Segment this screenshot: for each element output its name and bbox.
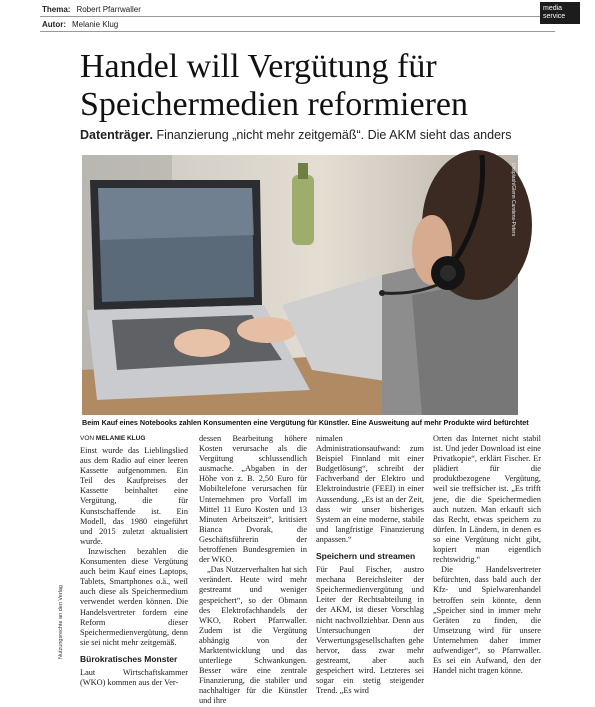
- article-column-4: [433, 434, 541, 676]
- article-column-3: [316, 434, 424, 696]
- article-column-1: [80, 434, 188, 688]
- body-paragraph: Orten das Internet nicht stabil ist. Und jeder Download ist eine Privatkopie“, erklärt Fischer. Er plädiert für die produktbezogene Vergütung, weil sie treffsicher ist. „Es trifft jene, die die Speichermedien auch nutzen. Man erkauft sich das Recht, etwas speichern zu dürfen. In Ländern, in denen es so eine Vergütung nicht gibt, kopiert man eigentlich rechtswidrig.“: [433, 434, 541, 565]
- article-kicker: Datenträger.: [80, 128, 153, 142]
- usage-rights-note: Nutzungsrechte an den Verlag: [58, 585, 64, 659]
- body-paragraph: Für Paul Fischer, austro mechana Bereichsleiter der Speichermedienvergütung und Leiter der Rechtsabteilung in der AKM, ist dieser Vorschlag nicht nachvollziehbar. Denn aus Untersuchungen der Verwertungsgesellschaften gehe hervor, dass zwar mehr gestreamt, aber auch gespeichert wird. Letzteres sei sogar ein stetig steigender Trend. „Es wird: [316, 565, 424, 696]
- meta-thema-label: Thema:: [42, 5, 71, 14]
- byline: [80, 434, 188, 443]
- meta-autor-label: Autor:: [42, 20, 66, 29]
- body-paragraph: dessen Bearbeitung höhere Kosten verursache als die Vergütung schlussendlich ausmache. „Abgaben in der Höhe von z. B. 2,50 Euro für Mobiltelefone verursachen für Unternehmen pro Vorfall im Mittel 11 Euro Kosten und 13 Minuten Arbeitszeit“, kritisiert Bianca Dvorak, die Geschäftsführerin der betroffenen Bundesgremien in der WKO.: [199, 434, 307, 565]
- article-column-2: [199, 434, 307, 707]
- body-paragraph: Inzwischen bezahlen die Konsumenten diese Vergütung auch beim Kauf eines Laptops, Tablets, Smartphones o.ä., weil auch diese als Speichermedium verwendet werden können. Die Handelsvertreter fordern eine Reform dieser Speichermedienvergütung, denn sie sei nicht mehr zeitgemäß.: [80, 546, 188, 647]
- media-service-logo: [540, 2, 580, 24]
- media-service-logo-line1: media: [543, 5, 563, 12]
- photo-illustration: [82, 155, 518, 415]
- byline-prefix: VON: [80, 435, 95, 442]
- media-service-logo-line2: service: [543, 13, 566, 20]
- article-subline: [80, 128, 560, 142]
- meta-divider: [40, 16, 555, 17]
- body-paragraph: nimalen Administrationsaufwand: zum Beispiel Finnland mit einer Budgetlösung“, schreibt der Fachverband der Elektro und Elektroindustrie (FEEI) in einer Aussendung. „Es ist an der Zeit, dass wir unser bisheriges System an eine moderne, stabile und langfristige Finanzierung anpassen.“: [316, 434, 424, 544]
- body-paragraph: Laut Wirtschaftskammer (WKO) kommen aus der Ver-: [80, 667, 188, 687]
- section-heading: Bürokratisches Monster: [80, 653, 178, 664]
- headline-line-1: Handel will Vergütung für: [80, 48, 437, 85]
- section-heading: Speichern und streamen: [316, 551, 416, 562]
- photo-credit: Unsplash/Glenn Carstens-Peters: [510, 163, 516, 237]
- meta-divider-2: [40, 31, 555, 32]
- article-subline-text: Finanzierung „nicht mehr zeitgemäß“. Die AKM sieht das anders: [156, 128, 512, 142]
- meta-autor-value: Melanie Klug: [72, 20, 119, 29]
- article-photo: [82, 155, 518, 415]
- body-paragraph: Die Handelsvertreter befürchten, dass bald auch der Kfz- und Spielwarenhandel betroffen sein könnte, denn „Speicher sind in immer mehr Geräten zu finden, die Umsetzung wird für unsere Unternehmen daher immer aufwendiger“, so Pfarrwaller. Es sei ein Aufwand, den der Handel nicht tragen könne.: [433, 565, 541, 676]
- article-headline: [80, 48, 540, 124]
- headline-line-2: Speichermedien reformieren: [80, 86, 468, 123]
- body-paragraph: „Das Nutzerverhalten hat sich verändert. Heute wird mehr gestreamt und weniger gespeichert“, so der Obmann des Elektrofachhandels der WKO, Robert Pfarrwaller. Zudem ist die Vergütung abhängig von der Marktentwicklung und das unterliege Schwankungen. Besser wäre eine zentrale Finanzierung, die stabiler und nachhaltiger für die Künstler und ihre: [199, 565, 307, 706]
- meta-thema: [42, 5, 141, 14]
- meta-autor: [42, 20, 118, 29]
- meta-thema-value: Robert Pfarrwaller: [76, 5, 141, 14]
- photo-caption: Beim Kauf eines Notebooks zahlen Konsumenten eine Vergütung für Künstler. Eine Ausweitung auf mehr Produkte wird befürchtet: [82, 418, 529, 427]
- body-paragraph: Einst wurde das Lieblingslied aus dem Radio auf einer leeren Kassette aufgenommen. Ein Teil des Kaufpreises der Kassette beinhaltet eine Vergütung, die für Kunstschaffende ist. Ein Modell, das 1980 eingeführt und 2015 zuletzt aktualisiert wurde.: [80, 446, 188, 546]
- byline-author: MELANIE KLUG: [95, 435, 146, 442]
